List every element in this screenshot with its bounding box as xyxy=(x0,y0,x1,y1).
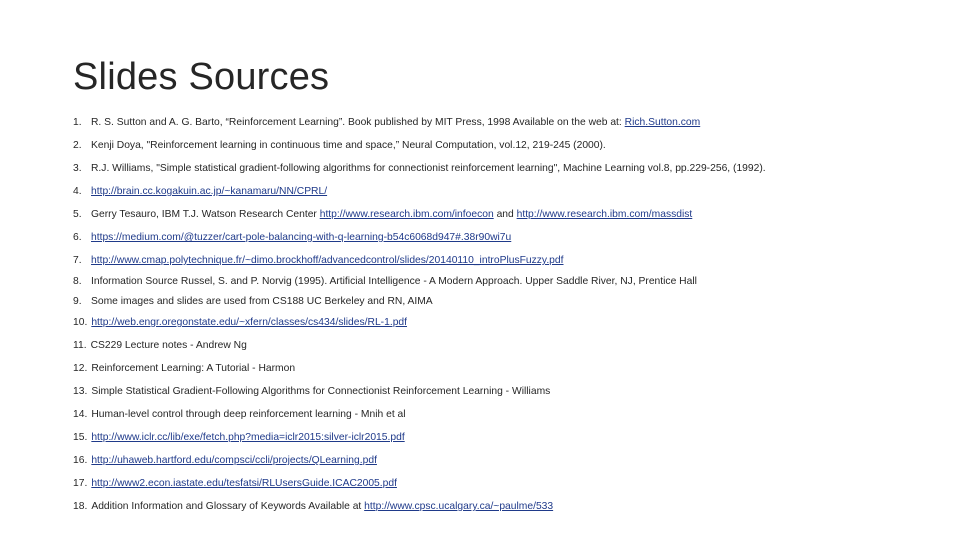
reference-number: 9. xyxy=(73,296,82,307)
reference-item xyxy=(73,454,377,468)
reference-item xyxy=(73,295,433,309)
reference-item xyxy=(73,477,397,491)
reference-number: 4. xyxy=(73,186,82,197)
reference-number: 1. xyxy=(73,117,82,128)
reference-number: 11. xyxy=(73,340,87,351)
reference-number: 6. xyxy=(73,232,82,243)
reference-item xyxy=(73,500,553,514)
reference-text: and xyxy=(493,209,517,220)
reference-item xyxy=(73,385,550,399)
reference-link[interactable]: http://www2.econ.iastate.edu/tesfatsi/RLUsersGuide.ICAC2005.pdf xyxy=(91,478,397,489)
reference-number: 14. xyxy=(73,409,88,420)
reference-number: 10. xyxy=(73,317,88,328)
reference-number: 2. xyxy=(73,140,82,151)
reference-link[interactable]: http://brain.cc.kogakuin.ac.jp/~kanamaru/NN/CPRL/ xyxy=(91,186,328,197)
reference-item xyxy=(73,275,697,289)
reference-text: Human-level control through deep reinforcement learning - Mnih et al xyxy=(91,409,406,420)
reference-text: R. S. Sutton and A. G. Barto, “Reinforcement Learning”. Book published by MIT Press, 1998 Available on the web at: xyxy=(91,117,625,128)
reference-text: Reinforcement Learning: A Tutorial - Harmon xyxy=(91,363,296,374)
reference-number: 16. xyxy=(73,455,88,466)
reference-number: 17. xyxy=(73,478,88,489)
reference-item xyxy=(73,139,606,153)
reference-item xyxy=(73,339,247,353)
reference-item xyxy=(73,185,327,199)
reference-item xyxy=(73,408,406,422)
reference-link[interactable]: http://www.iclr.cc/lib/exe/fetch.php?media=iclr2015:silver-iclr2015.pdf xyxy=(91,432,405,443)
reference-number: 13. xyxy=(73,386,88,397)
reference-link[interactable]: http://uhaweb.hartford.edu/compsci/ccli/projects/QLearning.pdf xyxy=(91,455,377,466)
reference-number: 3. xyxy=(73,163,82,174)
reference-item xyxy=(73,231,511,245)
reference-item xyxy=(73,116,700,130)
reference-link[interactable]: http://www.cmap.polytechnique.fr/~dimo.brockhoff/advancedcontrol/slides/20140110_introPlusFuzzy.pdf xyxy=(91,255,564,266)
reference-number: 18. xyxy=(73,501,88,512)
reference-text: CS229 Lecture notes - Andrew Ng xyxy=(90,340,247,351)
reference-item xyxy=(73,208,692,222)
reference-item xyxy=(73,316,407,330)
reference-item xyxy=(73,431,405,445)
reference-number: 12. xyxy=(73,363,88,374)
reference-text: Gerry Tesauro, IBM T.J. Watson Research Center xyxy=(91,209,320,220)
reference-link[interactable]: http://www.cpsc.ucalgary.ca/~paulme/533 xyxy=(364,501,554,512)
reference-link[interactable]: Rich.Sutton.com xyxy=(624,117,701,128)
reference-item xyxy=(73,162,766,176)
reference-text: Simple Statistical Gradient-Following Algorithms for Connectionist Reinforcement Learning - Williams xyxy=(91,386,551,397)
reference-link[interactable]: https://medium.com/@tuzzer/cart-pole-balancing-with-q-learning-b54c6068d947#.38r90wi7u xyxy=(91,232,512,243)
reference-text: Some images and slides are used from CS188 UC Berkeley and RN, AIMA xyxy=(91,296,433,307)
reference-item xyxy=(73,362,295,376)
reference-link[interactable]: http://web.engr.oregonstate.edu/~xfern/classes/cs434/slides/RL-1.pdf xyxy=(91,317,408,328)
reference-text: Addition Information and Glossary of Keywords Available at xyxy=(91,501,365,512)
reference-number: 8. xyxy=(73,276,82,287)
reference-item xyxy=(73,254,564,268)
reference-number: 15. xyxy=(73,432,88,443)
reference-link[interactable]: http://www.research.ibm.com/massdist xyxy=(516,209,693,220)
reference-text: R.J. Williams, "Simple statistical gradient-following algorithms for connectionist reinforcement learning", Machine Learning vol.8, pp.229-256, (1992). xyxy=(91,163,766,174)
slide-title: Slides Sources xyxy=(73,56,330,98)
reference-link[interactable]: http://www.research.ibm.com/infoecon xyxy=(319,209,494,220)
reference-number: 7. xyxy=(73,255,82,266)
reference-number: 5. xyxy=(73,209,82,220)
reference-text: Kenji Doya, "Reinforcement learning in continuous time and space,” Neural Computation, vol.12, 219-245 (2000). xyxy=(91,140,606,151)
reference-text: Information Source Russel, S. and P. Norvig (1995). Artificial Intelligence - A Modern Approach. Upper Saddle River, NJ, Prentice Hall xyxy=(91,276,697,287)
